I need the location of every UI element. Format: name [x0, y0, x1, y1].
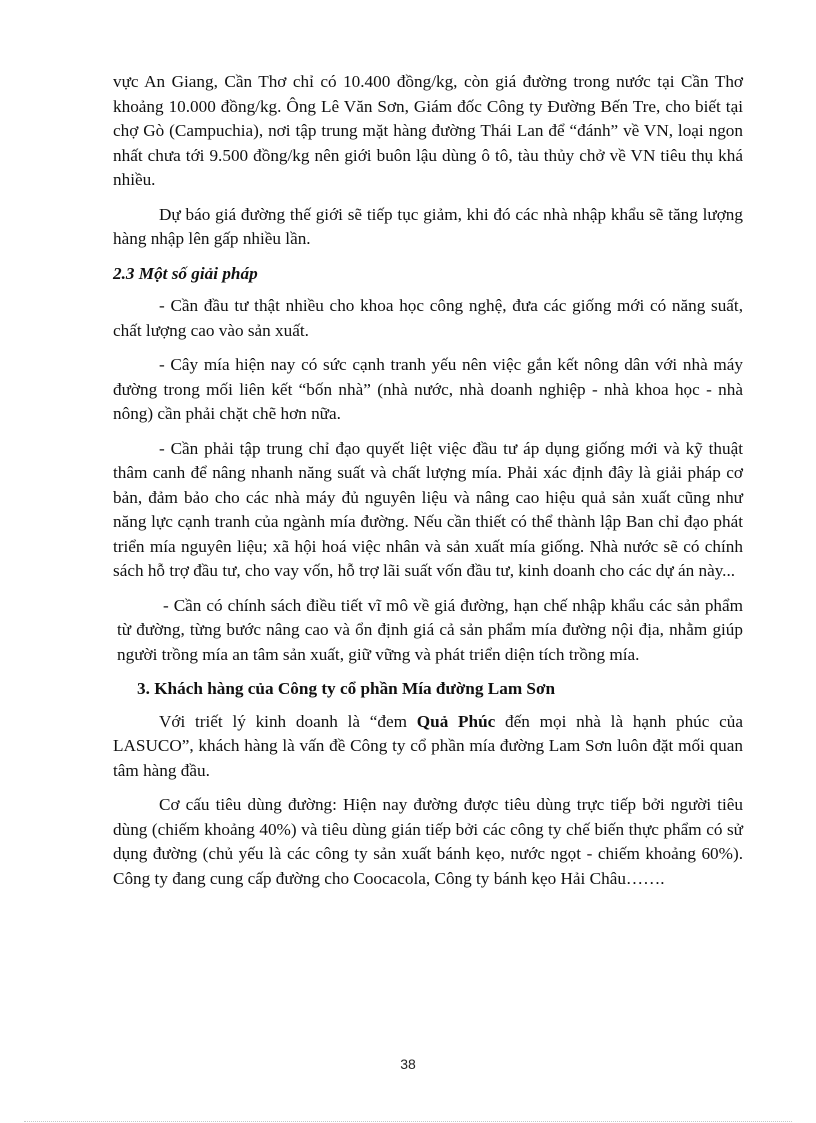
section-heading-solutions: 2.3 Một số giải pháp [113, 263, 258, 283]
paragraph-business-philosophy [113, 710, 743, 784]
philosophy-text-end: đến mọi nhà là hạnh phúc của LASUCO”, khách hàng là vấn đề Công ty cổ phần mía đường Lam Sơn luôn đặt mối quan tâm hàng đầu. [113, 711, 743, 780]
philosophy-text-start: Với triết lý kinh doanh là “đem [159, 711, 417, 731]
paragraph-price-comparison: vực An Giang, Cần Thơ chỉ có 10.400 đồng/kg, còn giá đường trong nước tại Cần Thơ khoảng 10.000 đồng/kg. Ông Lê Văn Sơn, Giám đốc Công ty Đường Bến Tre, cho biết tại chợ Gò (Campuchia), nơi tập trung mặt hàng đường Thái Lan để “đánh” về VN, loại ngon nhất chưa tới 9.500 đồng/kg nên giới buôn lậu dùng ô tô, tàu thủy chở về VN tiêu thụ khá nhiều. [113, 72, 743, 189]
philosophy-brand-emphasis: Quả Phúc [416, 711, 496, 731]
paragraph-consumption-structure: Cơ cấu tiêu dùng đường: Hiện nay đường được tiêu dùng trực tiếp bởi người tiêu dùng (chiếm khoảng 40%) và tiêu dùng gián tiếp bởi các công ty chế biến thực phẩm có sử dụng đường (chủ yếu là các công ty sản xuất bánh kẹo, nước ngọt - chiếm khoảng 60%). Công ty đang cung cấp đường cho Coocacola, Công ty bánh kẹo Hải Châu……. [113, 795, 743, 888]
solution-item-four-party-link: - Cây mía hiện nay có sức cạnh tranh yếu nên việc gắn kết nông dân với nhà máy đường trong mối liên kết “bốn nhà” (nhà nước, nhà doanh nghiệp - nhà khoa học - nhà nông) cần phải chặt chẽ hơn nữa. [113, 355, 743, 423]
document-body [113, 70, 743, 901]
paragraph-price-forecast: Dự báo giá đường thế giới sẽ tiếp tục giảm, khi đó các nhà nhập khẩu sẽ tăng lượng hàng nhập lên gấp nhiều lần. [113, 204, 743, 248]
solution-item-technology: - Cần đầu tư thật nhiều cho khoa học công nghệ, đưa các giống mới có năng suất, chất lượng cao vào sản xuất. [113, 296, 743, 340]
solution-item-macro-policy: - Cần có chính sách điều tiết vĩ mô về giá đường, hạn chế nhập khẩu các sản phẩm từ đường, từng bước nâng cao và ổn định giá cả sản phẩm mía đường nội địa, nhằm giúp người trồng mía an tâm sản xuất, giữ vững và phát triển diện tích trồng mía. [117, 595, 743, 664]
page-bottom-divider [24, 1121, 792, 1122]
solution-item-new-varieties: - Cần phải tập trung chỉ đạo quyết liệt việc đầu tư áp dụng giống mới và kỹ thuật thâm canh để nâng nhanh năng suất và chất lượng mía. Phải xác định đây là giải pháp cơ bản, đảm bảo cho các nhà máy đủ nguyên liệu và nâng cao hiệu quả sản xuất cũng như năng lực cạnh tranh của ngành mía đường. Nếu cần thiết có thể thành lập Ban chỉ đạo phát triển mía nguyên liệu; xã hội hoá việc nhân và sản xuất mía giống. Nhà nước sẽ có chính sách hỗ trợ đầu tư, cho vay vốn, hỗ trợ lãi suất vốn đầu tư, kinh doanh cho các dự án này... [113, 438, 743, 580]
page-number: 38 [400, 1056, 416, 1072]
section-heading-customers: 3. Khách hàng của Công ty cổ phần Mía đường Lam Sơn [137, 679, 556, 698]
